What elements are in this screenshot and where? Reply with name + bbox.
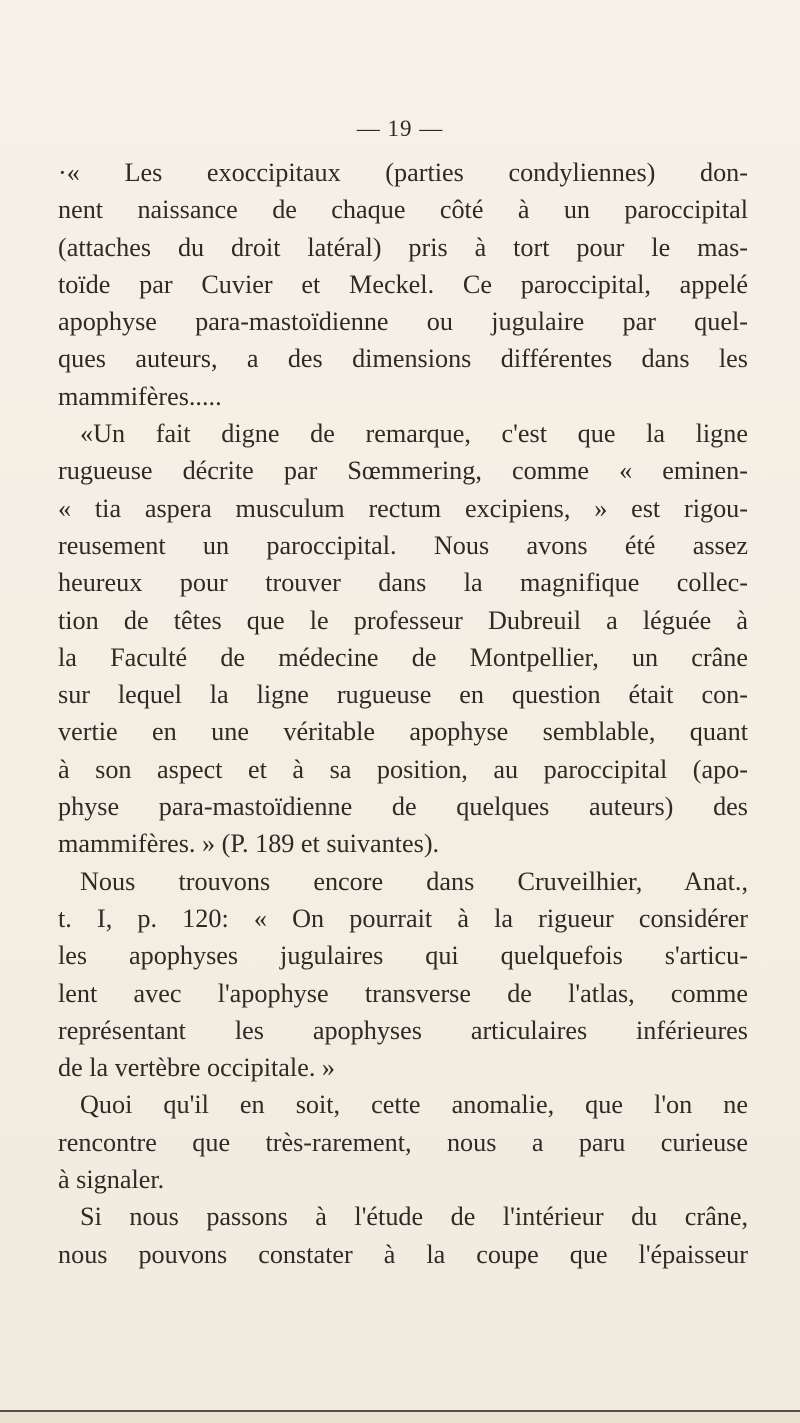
- text-line: «Un fait digne de remarque, c'est que la ligne: [80, 419, 748, 449]
- text-line: représentant les apophyses articulaires inférieures: [58, 1015, 748, 1045]
- text-line: nent naissance de chaque côté à un paroccipital: [58, 195, 748, 225]
- text-line: ques auteurs, a des dimensions différentes dans les: [58, 344, 748, 374]
- text-line: lent avec l'apophyse transverse de l'atlas, comme: [58, 978, 748, 1008]
- text-line: les apophyses jugulaires qui quelquefois s'articu-: [58, 941, 748, 971]
- text-line: mammifères.....: [58, 381, 222, 411]
- body-text: [58, 154, 748, 1273]
- page-bottom-band: [0, 1412, 800, 1423]
- text-line: nous pouvons constater à la coupe que l'épaisseur: [58, 1239, 748, 1269]
- text-line: sur lequel la ligne rugueuse en question était con-: [58, 680, 748, 710]
- text-line: ·« Les exoccipitaux (parties condyliennes) don-: [58, 158, 748, 187]
- text-line: heureux pour trouver dans la magnifique collec-: [58, 568, 748, 598]
- text-line: (attaches du droit latéral) pris à tort pour le mas-: [58, 232, 748, 262]
- text-line: vertie en une véritable apophyse semblable, quant: [58, 717, 748, 747]
- text-line: t. I, p. 120: « On pourrait à la rigueur considérer: [58, 903, 748, 933]
- text-line: Nous trouvons encore dans Cruveilhier, Anat.,: [80, 866, 748, 896]
- text-line: tion de têtes que le professeur Dubreuil a léguée à: [58, 605, 748, 635]
- text-line: la Faculté de médecine de Montpellier, un crâne: [58, 642, 748, 672]
- text-line: rugueuse décrite par Sœmmering, comme « eminen-: [58, 456, 748, 486]
- text-line: toïde par Cuvier et Meckel. Ce paroccipital, appelé: [58, 269, 748, 299]
- text-line: à son aspect et à sa position, au paroccipital (apo-: [58, 754, 748, 784]
- text-line: Si nous passons à l'étude de l'intérieur du crâne,: [80, 1202, 748, 1232]
- text-line: physe para-mastoïdienne de quelques auteurs) des: [58, 792, 748, 822]
- text-line: de la vertèbre occipitale. »: [58, 1053, 336, 1083]
- text-line: rencontre que très-rarement, nous a paru curieuse: [58, 1127, 748, 1157]
- text-line: mammifères. » (P. 189 et suivantes).: [58, 829, 440, 859]
- text-line: reusement un paroccipital. Nous avons été assez: [58, 530, 748, 560]
- page-number: — 19 —: [356, 116, 444, 141]
- text-line: Quoi qu'il en soit, cette anomalie, que l'on ne: [80, 1090, 748, 1120]
- text-line: apophyse para-mastoïdienne ou jugulaire par quel-: [58, 307, 748, 337]
- text-line: « tia aspera musculum rectum excipiens, » est rigou-: [58, 493, 748, 523]
- text-line: à signaler.: [58, 1165, 165, 1195]
